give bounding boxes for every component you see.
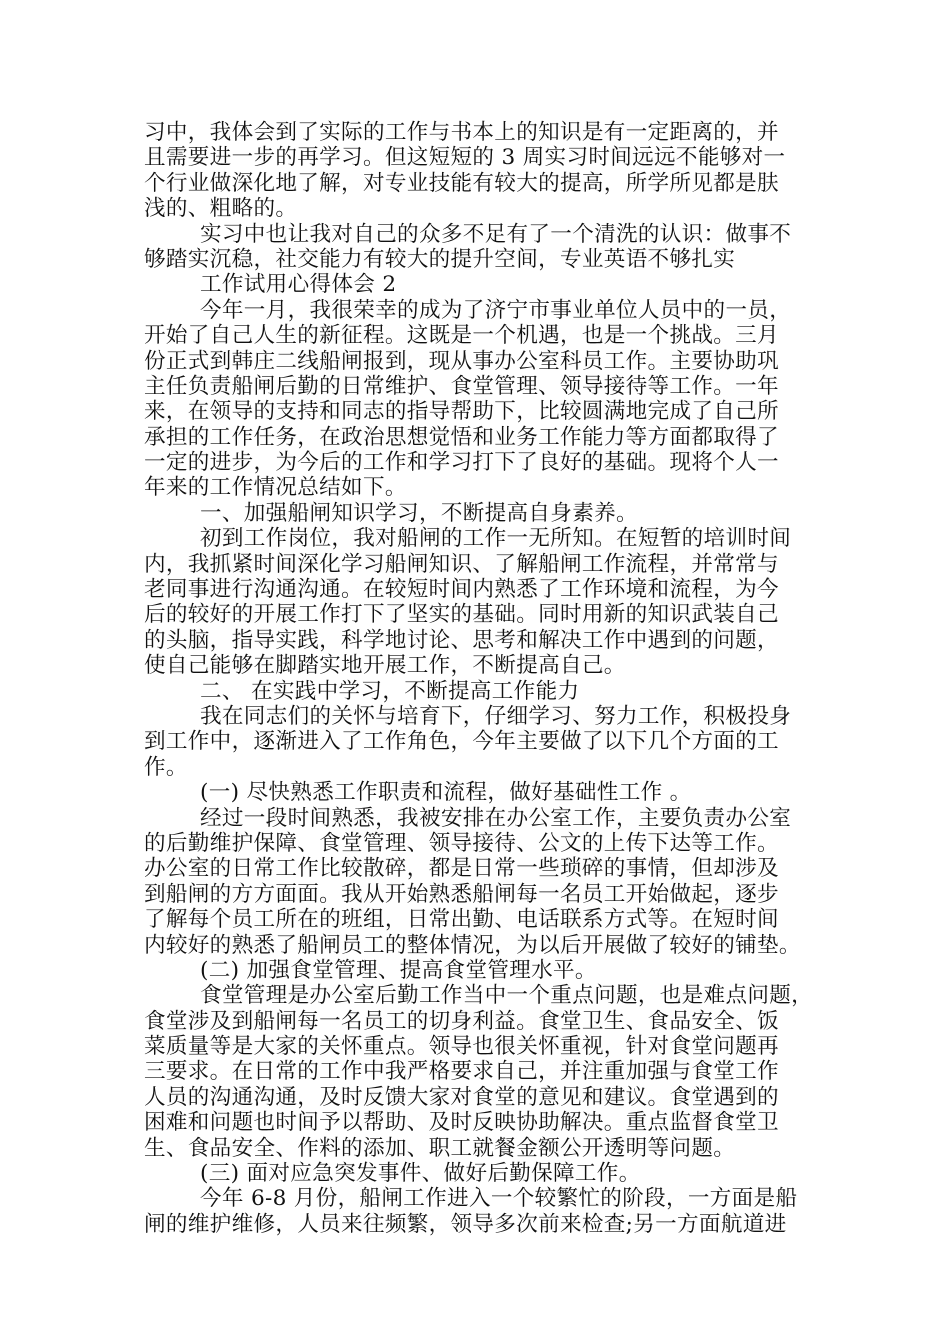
- text-line: 老同事进行沟通沟通。在较短时间内熟悉了工作环境和流程，为今: [144, 577, 779, 603]
- text-line: 使自己能够在脚踏实地开展工作，不断提高自己。: [144, 653, 626, 679]
- text-line: 食堂涉及到船闸每一名员工的切身利益。食堂卫生、食品安全、饭: [144, 1008, 779, 1034]
- text-line: 习中，我体会到了实际的工作与书本上的知识是有一定距离的，并: [144, 120, 779, 145]
- text-line: 困难和问题也时间予以帮助、及时反映协助解决。重点监督食堂卫: [144, 1110, 779, 1136]
- text-line: 够踏实沉稳，社交能力有较大的提升空间，专业英语不够扎实: [144, 246, 736, 272]
- text-line: 后的较好的开展工作打下了坚实的基础。同时用新的知识武装自己: [144, 602, 779, 628]
- text-line: 今年一月，我很荣幸的成为了济宁市事业单位人员中的一员，: [200, 297, 792, 323]
- text-line: 人员的沟通沟通，及时反馈大家对食堂的意见和建议。食堂遇到的: [144, 1084, 779, 1110]
- text-line: 三要求。在日常的工作中我严格要求自己，并注重加强与食堂工作: [144, 1059, 779, 1085]
- text-line: 食堂管理是办公室后勤工作当中一个重点问题，也是难点问题，: [200, 983, 814, 1009]
- text-line: 工作试用心得体会 2: [200, 272, 397, 298]
- text-line: 一定的进步，为今后的工作和学习打下了良好的基础。现将个人一: [144, 450, 779, 476]
- text-line: 今年 6-8 月份，船闸工作进入一个较繁忙的阶段，一方面是船: [200, 1186, 798, 1212]
- text-line: 菜质量等是大家的关怀重点。领导也很关怀重视，针对食堂问题再: [144, 1034, 779, 1060]
- text-line: 内，我抓紧时间深化学习船闸知识、了解船闸工作流程，并常常与: [144, 551, 779, 577]
- text-line: (三) 面对应急突发事件、做好后勤保障工作。: [200, 1161, 641, 1187]
- text-line: 的头脑，指导实践，科学地讨论、思考和解决工作中遇到的问题，: [144, 627, 779, 653]
- text-line: 经过一段时间熟悉，我被安排在办公室工作，主要负责办公室: [200, 805, 792, 831]
- text-line: 办公室的日常工作比较散碎，都是日常一些琐碎的事情，但却涉及: [144, 856, 779, 882]
- text-line: 我在同志们的关怀与培育下，仔细学习、努力工作，积极投身: [200, 703, 792, 729]
- text-line: 闸的维护维修，人员来往频繁，领导多次前来检查;另一方面航道进: [144, 1211, 787, 1237]
- text-line: 开始了自己人生的新征程。这既是一个机遇，也是一个挑战。三月: [144, 323, 779, 349]
- text-line: (二) 加强食堂管理、提高食堂管理水平。: [200, 957, 597, 983]
- text-line: 一、加强船闸知识学习，不断提高自身素养。: [200, 500, 638, 526]
- text-line: 主任负责船闸后勤的日常维护、食堂管理、领导接待等工作。一年: [144, 373, 779, 399]
- text-line: 个行业做深化地了解，对专业技能有较大的提高，所学所见都是肤: [144, 170, 779, 196]
- text-line: 年来的工作情况总结如下。: [144, 475, 407, 501]
- text-line: 初到工作岗位，我对船闸的工作一无所知。在短暂的培训时间: [200, 526, 792, 552]
- text-line: 的后勤维护保障、食堂管理、领导接待、公文的上传下达等工作。: [144, 830, 779, 856]
- text-line: 生、食品安全、作料的添加、职工就餐金额公开透明等问题。: [144, 1135, 736, 1161]
- text-line: 作。: [144, 754, 188, 780]
- text-line: 了解每个员工所在的班组，日常出勤、电话联系方式等。在短时间: [144, 907, 779, 933]
- text-line: 二、 在实践中学习，不断提高工作能力: [200, 678, 580, 704]
- text-line: 浅的、粗略的。: [144, 196, 298, 222]
- text-line: 到工作中，逐渐进入了工作角色，今年主要做了以下几个方面的工: [144, 729, 779, 755]
- text-line: 到船闸的方方面面。我从开始熟悉船闸每一名员工开始做起，逐步: [144, 881, 779, 907]
- document-body: [144, 120, 820, 1237]
- text-line: 来，在领导的支持和同志的指导帮助下，比较圆满地完成了自己所: [144, 399, 779, 425]
- text-line: 承担的工作任务，在政治思想觉悟和业务工作能力等方面都取得了: [144, 424, 779, 450]
- text-line: 内较好的熟悉了船闸员工的整体情况，为以后开展做了较好的铺垫。: [144, 932, 801, 958]
- text-line: 份正式到韩庄二线船闸报到，现从事办公室科员工作。主要协助巩: [144, 348, 779, 374]
- text-line: (一) 尽快熟悉工作职责和流程，做好基础性工作 。: [200, 780, 692, 806]
- text-line: 实习中也让我对自己的众多不足有了一个清洗的认识：做事不: [200, 221, 792, 247]
- text-line: 且需要进一步的再学习。但这短短的 3 周实习时间远远不能够对一: [144, 145, 786, 171]
